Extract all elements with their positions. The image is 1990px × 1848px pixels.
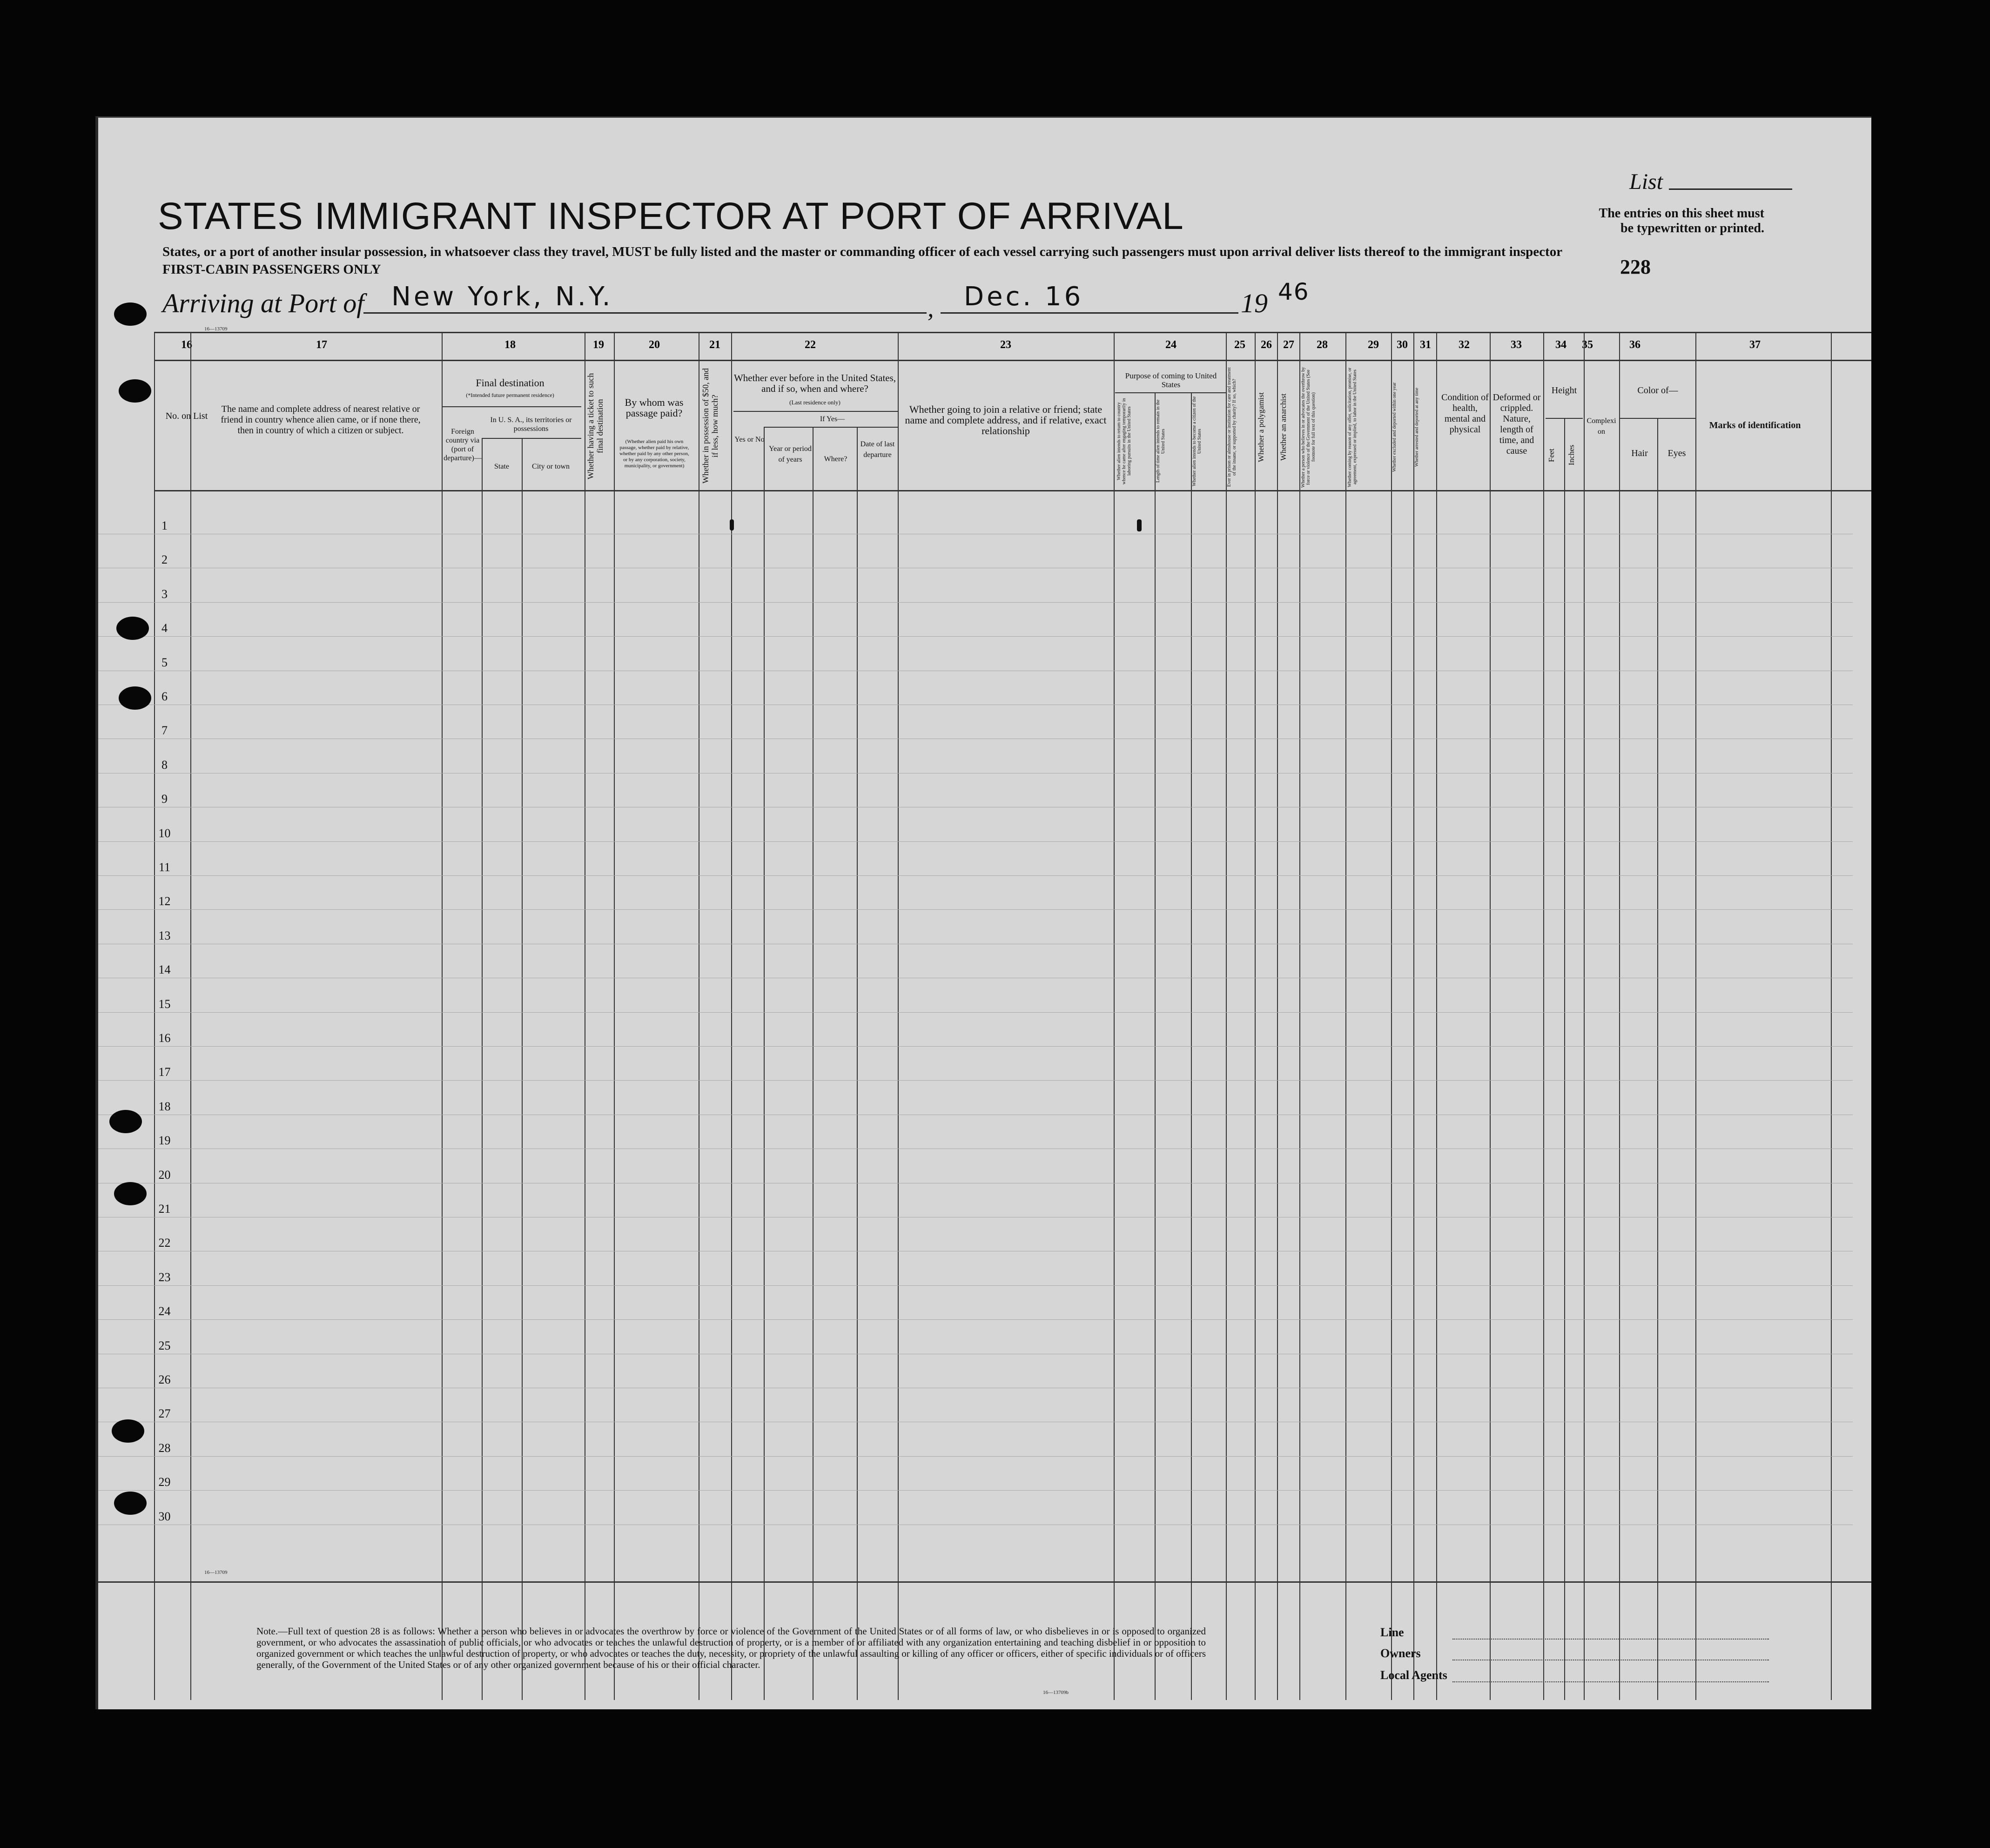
- col-line: [190, 332, 191, 1700]
- row-number: 18: [158, 1099, 171, 1113]
- col-line: [1490, 332, 1491, 1700]
- footnote-question-28: Note.—Full text of question 28 is as follows: Whether a person who believes in or advocates the overthrow by force or violence of the Government of the United States or of all forms of law, or who disbelieves in or is opposed to organized government, or who advocates the assassination of public officials, or who advocates or teaches the unlawful destruction of property, or is a member of or affiliated with any organization entertaining and teaching disbelief in or opposition to organized government or which teaches the unlawful destruction of property, or who advocates or teaches the duty, necessity, or propriety of the unlawful assaulting or killing of any officer or officers, either of specific individuals or of officers generally, of the Government of the United States or of any other organized government because of his or their official character.: [256, 1626, 1206, 1670]
- row-number: 11: [158, 860, 171, 874]
- list-number-line: [1669, 188, 1792, 190]
- row-number: 8: [161, 758, 168, 772]
- row-rule: [98, 1080, 1853, 1081]
- port-fill-line: [363, 312, 927, 314]
- col-num-27: 27: [1283, 339, 1294, 351]
- row-number: 23: [158, 1270, 171, 1284]
- punch-hole: [119, 379, 151, 403]
- hdr-hair: Hair: [1631, 448, 1648, 458]
- row-number: 4: [161, 621, 168, 635]
- hdr-in-usa: In U. S. A., its territories or possessions: [490, 416, 572, 433]
- row-number: 21: [158, 1202, 171, 1216]
- col-line: [1543, 332, 1544, 1700]
- hdr-no-on-list: No. on List: [165, 411, 208, 421]
- col-line: [1619, 332, 1620, 1700]
- hdr-possession-50: Whether in possession of $50, and if less, how much?: [701, 368, 719, 484]
- col-line: [1277, 332, 1278, 1700]
- punch-hole: [109, 1110, 142, 1133]
- col-line: [764, 427, 765, 1700]
- row-number: 17: [158, 1065, 171, 1079]
- line-label: Line: [1380, 1626, 1404, 1639]
- form-number-footnote: 16—13709b: [1043, 1690, 1069, 1695]
- row-rule: [98, 636, 1853, 637]
- ink-mark: [1137, 519, 1142, 531]
- col-num-29: 29: [1368, 339, 1379, 351]
- manifest-sheet: [95, 116, 1871, 1709]
- col-line: [731, 332, 732, 1700]
- arriving-label: Arriving at Port of: [162, 288, 364, 318]
- local-agents-label: Local Agents: [1380, 1668, 1447, 1682]
- col-num-36: 36: [1629, 339, 1640, 351]
- hdr-ticket: Whether having a ticket to such final destination: [586, 373, 605, 479]
- row-number: 25: [158, 1338, 171, 1352]
- row-rule: [98, 1319, 1853, 1320]
- table-top-rule: [154, 332, 1871, 333]
- date-handwritten: Dec. 16: [964, 282, 1084, 312]
- owners-label: Owners: [1380, 1646, 1421, 1660]
- row-rule: [98, 1490, 1853, 1491]
- hdr-height: Height: [1551, 385, 1577, 396]
- col-num-28: 28: [1317, 339, 1328, 351]
- col-line: [1299, 332, 1300, 1700]
- hdr-eyes: Eyes: [1667, 448, 1686, 458]
- col-line: [1695, 332, 1696, 1700]
- col-line: [1114, 332, 1115, 1700]
- hdr-final-destination: Final destination: [476, 377, 545, 389]
- hdr-passage-paid-sub: (Whether alien paid his own passage, whether paid by relative, whether paid by any other person, or by any corporation, society, municipality, or government): [619, 439, 689, 469]
- class-note: FIRST-CABIN PASSENGERS ONLY: [162, 262, 381, 277]
- row-number: 30: [158, 1509, 171, 1523]
- table-bottom-rule: [98, 1581, 1871, 1583]
- line-fill: [1452, 1639, 1769, 1640]
- hdr-if-yes: If Yes—: [820, 415, 845, 423]
- hdr-final-destination-sub: (*Intended future permanent residence): [466, 392, 554, 398]
- date-fill-line: [941, 312, 1238, 314]
- row-number: 24: [158, 1304, 171, 1318]
- hdr-feet: Feet: [1547, 448, 1556, 462]
- sheet-number: 228: [1620, 255, 1651, 278]
- rule-22-top: [733, 411, 898, 412]
- year-handwritten: 46: [1278, 278, 1310, 305]
- row-number: 12: [158, 894, 171, 908]
- hdr-before-in-us: Whether ever before in the United States, and if so, when and where?: [733, 372, 896, 394]
- hdr-marks: Marks of identification: [1709, 420, 1801, 430]
- col-line: [1226, 332, 1227, 1700]
- year-printed: 19: [1241, 288, 1268, 318]
- rule-18-sub: [482, 438, 581, 439]
- hdr-purpose-a: Whether alien intends to return to country whence he came after engaging temporarily in laboring pursuits in the United States: [1116, 398, 1132, 484]
- col-line: [1657, 418, 1658, 1700]
- hdr-city: City or town: [532, 463, 570, 470]
- col-num-16: 16: [181, 339, 192, 351]
- row-number: 5: [161, 655, 168, 669]
- col-line: [442, 332, 443, 1700]
- row-number: 13: [158, 928, 171, 942]
- row-number: 9: [161, 792, 168, 806]
- hdr-join-relative: Whether going to join a relative or friend; state name and complete address, and if relative, exact relationship: [905, 403, 1107, 437]
- row-rule: [98, 602, 1853, 603]
- col-line: [482, 438, 483, 1700]
- hdr-complexion: Complexion: [1587, 417, 1616, 436]
- col-num-37: 37: [1749, 339, 1761, 351]
- row-rule: [98, 1012, 1853, 1013]
- list-label: List: [1629, 169, 1663, 194]
- hdr-yes-no: Yes or No: [734, 436, 765, 444]
- row-number: 14: [158, 963, 171, 977]
- col-line: [522, 438, 523, 1700]
- hdr-where: Where?: [824, 455, 847, 463]
- punch-hole: [116, 617, 149, 640]
- hdr-passage-paid: By whom was passage paid?: [625, 396, 684, 419]
- hdr-year-period: Year or period of years: [769, 445, 812, 464]
- row-number: 6: [161, 690, 168, 703]
- hdr-polygamist: Whether a polygamist: [1257, 392, 1265, 463]
- rule-24-top: [1115, 392, 1227, 393]
- port-handwritten: New York, N.Y.: [391, 282, 613, 312]
- col-num-17: 17: [316, 339, 327, 351]
- hdr-health: Condition of health, mental and physical: [1441, 392, 1489, 435]
- punch-hole: [114, 302, 147, 326]
- hdr-arrested: Whether arrested and deported at any time: [1414, 388, 1419, 467]
- form-title: STATES IMMIGRANT INSPECTOR AT PORT OF ARRIVAL: [158, 195, 1184, 237]
- table-number-rule: [154, 360, 1871, 361]
- col-num-32: 32: [1459, 339, 1470, 351]
- ink-mark: [730, 519, 734, 531]
- row-number: 27: [158, 1407, 171, 1421]
- col-num-26: 26: [1261, 339, 1272, 351]
- hdr-deformed: Deformed or crippled. Nature, length of time, and cause: [1492, 392, 1541, 456]
- form-number-bottom: 16—13709: [204, 1570, 228, 1575]
- hdr-anarchist: Whether an anarchist: [1279, 393, 1288, 461]
- row-number: 7: [161, 724, 168, 738]
- row-number: 2: [161, 553, 168, 567]
- rule-22-sub: [764, 427, 898, 428]
- hdr-overthrow: Whether a person who believes in or advocates the overthrow by force or violence of the Government of the United States (See footnote for full text of this question): [1301, 367, 1316, 488]
- hdr-nearest-relative: The name and complete address of nearest relative or friend in country whence alien came, or if none there, then in country of which a citizen or subject.: [221, 404, 421, 436]
- hdr-foreign-country: Foreign country via (port of departure)—: [444, 428, 482, 462]
- col-line: [1564, 418, 1565, 1700]
- col-line: [898, 332, 899, 1700]
- col-num-20: 20: [649, 339, 660, 351]
- row-number: 15: [158, 997, 171, 1011]
- form-number-top: 16—13709: [204, 326, 228, 332]
- col-num-35: 35: [1582, 339, 1593, 351]
- col-num-31: 31: [1420, 339, 1431, 351]
- col-num-19: 19: [593, 339, 604, 351]
- col-num-25: 25: [1234, 339, 1245, 351]
- row-rule: [98, 1285, 1853, 1286]
- col-line: [1391, 332, 1392, 1700]
- comma: ,: [928, 294, 934, 322]
- row-rule: [98, 1456, 1853, 1457]
- punch-hole: [114, 1182, 147, 1205]
- row-rule: [98, 841, 1853, 842]
- col-num-22: 22: [805, 339, 816, 351]
- hdr-labor-offer: Whether coming by reason of any offer, solicitation, promise, or agreement, expressed or implied, to labor in the United States: [1347, 367, 1358, 487]
- col-num-24: 24: [1165, 339, 1177, 351]
- col-num-18: 18: [504, 339, 516, 351]
- col-line: [1831, 332, 1832, 1700]
- col-num-30: 30: [1397, 339, 1408, 351]
- entries-note: The entries on this sheet must be typewritten or printed.: [1599, 206, 1764, 235]
- local-agents-fill: [1452, 1681, 1769, 1682]
- row-number: 29: [158, 1475, 171, 1489]
- rule-18-top: [442, 406, 581, 407]
- row-number: 26: [158, 1373, 171, 1386]
- hdr-purpose: Purpose of coming to United States: [1125, 371, 1217, 389]
- row-number: 1: [161, 519, 168, 532]
- hdr-state: State: [494, 463, 509, 470]
- col-num-21: 21: [709, 339, 720, 351]
- col-line: [857, 427, 858, 1700]
- form-instructions: States, or a port of another insular possession, in whatsoever class they travel, MUST be fully listed and the master or commanding officer of each vessel carrying such passengers must upon arrival deliver lists thereof to the immigrant inspector: [162, 244, 1563, 259]
- row-number: 10: [158, 826, 171, 840]
- row-number: 20: [158, 1168, 171, 1182]
- hdr-inches: Inches: [1567, 444, 1576, 466]
- row-rule: [98, 1046, 1853, 1047]
- hdr-prison: Ever in prison or almshouse or institution for care and treatment of the insane, or supported by charity? If so, which?: [1227, 367, 1237, 487]
- hdr-before-in-us-sub: (Last residence only): [789, 399, 840, 406]
- hdr-purpose-c: Whether alien intends to become a citizen of the United States: [1192, 396, 1202, 486]
- col-line: [1255, 332, 1256, 1700]
- col-line: [154, 332, 155, 1700]
- col-num-34: 34: [1555, 339, 1566, 351]
- hdr-excluded: Whether excluded and deported within one year: [1392, 382, 1397, 472]
- col-line: [1345, 332, 1346, 1700]
- punch-hole: [112, 1419, 144, 1443]
- arriving-at-port: [162, 288, 364, 319]
- col-num-33: 33: [1511, 339, 1522, 351]
- col-line: [1413, 332, 1414, 1700]
- punch-hole: [119, 686, 151, 710]
- hdr-purpose-b: Length of time alien intends to remain in the United States: [1156, 399, 1166, 483]
- hdr-color-of: Color of—: [1637, 385, 1678, 396]
- col-num-23: 23: [1000, 339, 1011, 351]
- row-number: 19: [158, 1134, 171, 1148]
- row-number: 16: [158, 1031, 171, 1045]
- hdr-date-last-departure: Date of last departure: [860, 440, 895, 459]
- row-number: 22: [158, 1236, 171, 1250]
- punch-hole: [114, 1492, 147, 1515]
- row-number: 28: [158, 1441, 171, 1455]
- table-header-rule: [154, 490, 1871, 491]
- row-rule: [98, 909, 1853, 910]
- col-line: [1436, 332, 1437, 1700]
- col-line: [1584, 332, 1585, 1700]
- col-line: [614, 332, 615, 1700]
- row-rule: [98, 875, 1853, 876]
- row-number: 3: [161, 587, 168, 601]
